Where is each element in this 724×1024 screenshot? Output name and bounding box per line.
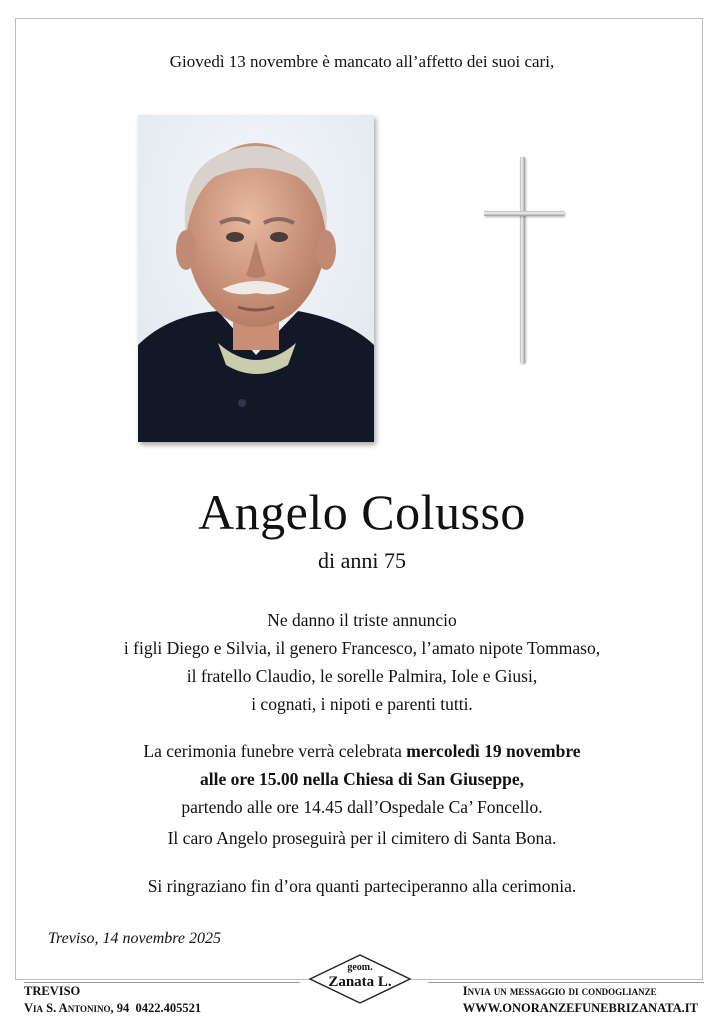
company-logo — [306, 953, 414, 1005]
announcement-block — [0, 606, 724, 718]
footer-condolences — [463, 983, 698, 1017]
cross-icon — [484, 157, 564, 363]
website-link[interactable]: WWW.ONORANZEFUNEBRIZANATA.IT — [462, 1001, 698, 1015]
announcement-line: Ne danno il triste annuncio — [267, 610, 457, 630]
deceased-age: di anni 75 — [318, 548, 406, 573]
place-date: Treviso, 14 novembre 2025 — [48, 930, 222, 947]
thanks-line: Si ringraziano fin d’ora quanti parteciperanno alla cerimonia. — [147, 876, 577, 896]
footer-phone: 0422.405521 — [135, 1001, 202, 1015]
logo-prefix: geom. — [347, 962, 373, 973]
footer-city: TREVISO — [24, 984, 81, 998]
ceremony-departure: partendo alle ore 14.45 dall’Ospedale Ca’ Foncello. — [181, 797, 543, 817]
announcement-line: i cognati, i nipoti e parenti tutti. — [251, 694, 473, 714]
announcement-line: i figli Diego e Silvia, il genero Francesco, l’amato nipote Tommaso, — [123, 638, 601, 658]
ceremony-block — [0, 737, 724, 821]
opening-line: Giovedì 13 novembre è mancato all’affetto dei suoi cari, — [169, 52, 555, 71]
announcement-line: il fratello Claudio, le sorelle Palmira, Iole e Giusi, — [186, 666, 538, 686]
ceremony-line-1 — [0, 737, 724, 765]
ceremony-intro: La cerimonia funebre verrà celebrata — [143, 741, 407, 761]
deceased-name: Angelo Colusso — [198, 484, 526, 540]
ceremony-date: mercoledì 19 novembre — [406, 741, 581, 761]
ceremony-time-place: alle ore 15.00 nella Chiesa di San Giuseppe, — [200, 769, 524, 789]
footer-address-line — [24, 1000, 201, 1017]
deceased-photo — [138, 115, 374, 442]
condolences-cta: Invia un messaggio di condoglianze — [462, 984, 657, 998]
ceremony-line-2 — [0, 765, 724, 793]
logo-name: Zanata L. — [328, 974, 392, 990]
footer-contact — [24, 983, 201, 1017]
cemetery-line: Il caro Angelo proseguirà per il cimitero di Santa Bona. — [167, 828, 557, 848]
footer-address: Via S. Antonino, 94 — [24, 1001, 130, 1015]
